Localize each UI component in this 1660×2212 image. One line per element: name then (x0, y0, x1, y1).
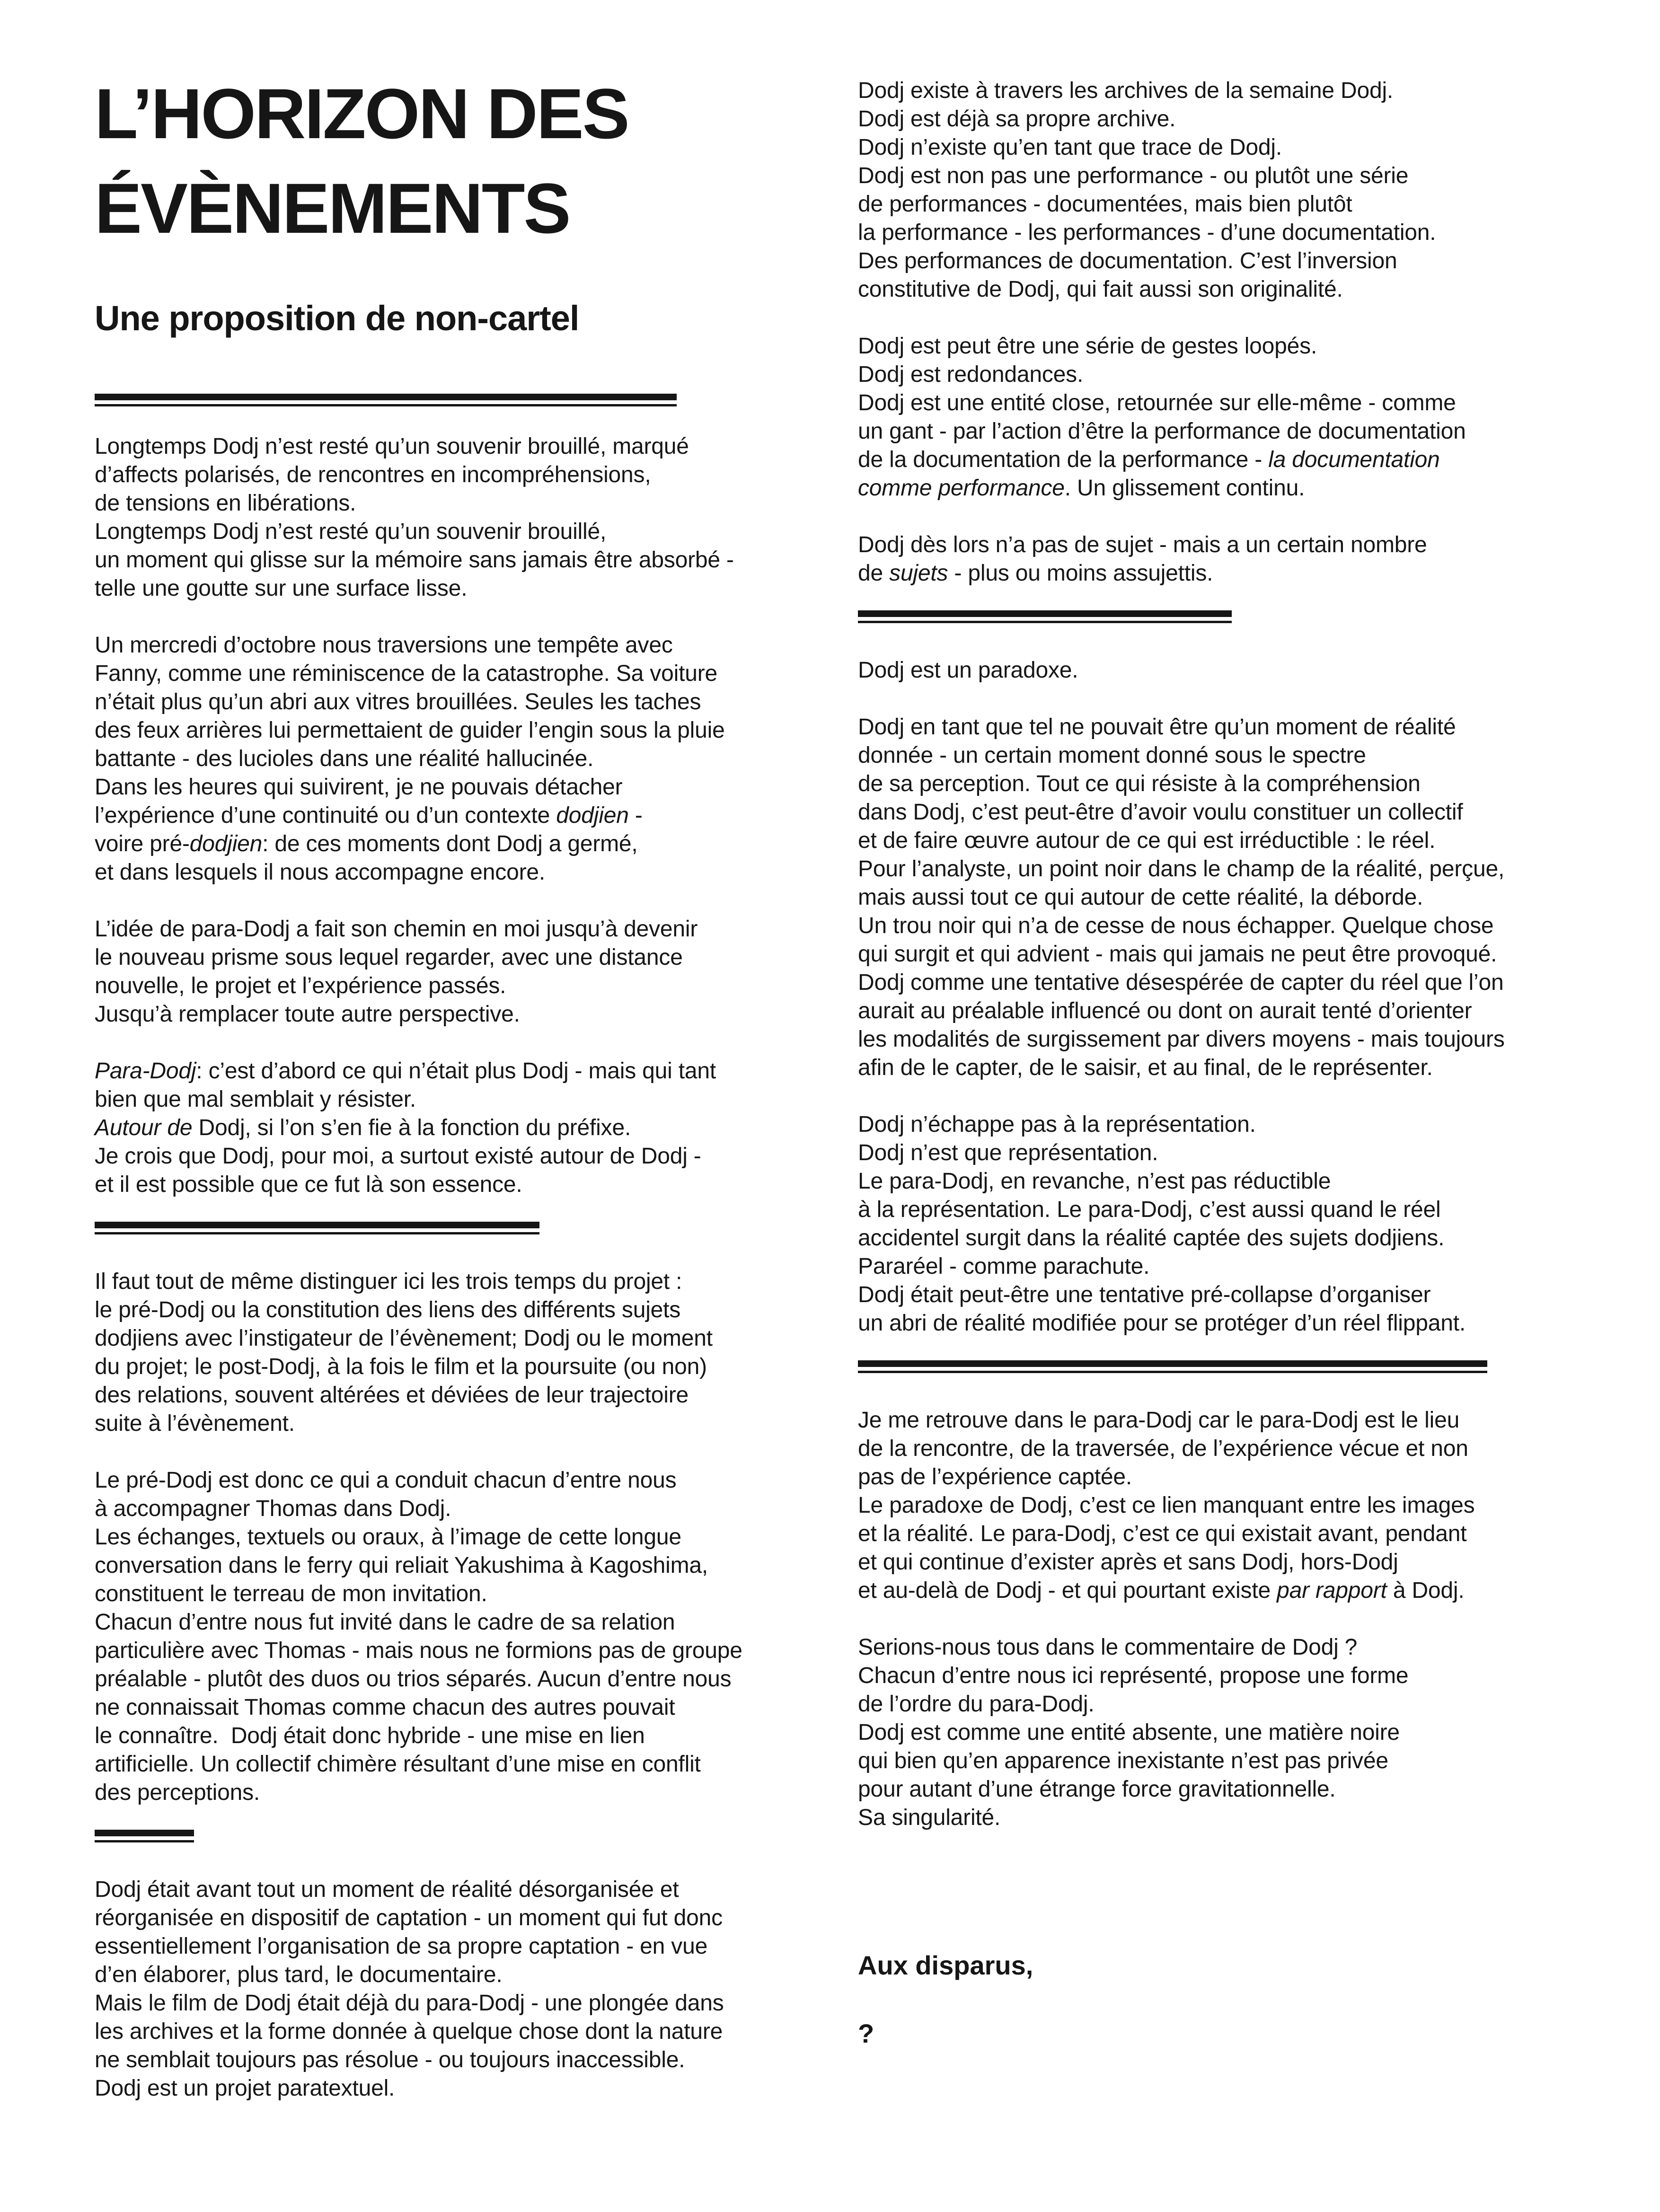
right-column-blocks (858, 77, 1551, 2049)
rule-thin-bar (858, 1371, 1487, 1373)
rule-thin-bar (95, 1232, 539, 1234)
italic-text: Para-Dodj (95, 1058, 196, 1084)
dedication-text: Aux disparus, (858, 1950, 1033, 1980)
paragraph: Dodj est peut être une série de gestes loopés. Dodj est redondances. Dodj est une entité close, retournée sur elle-même - comme un gant - par l’action d’être la performance de documentation de la documentation de la performance - la documentation comme performance. Un glissement continu. (858, 334, 1466, 501)
italic-text: sujets (889, 561, 948, 586)
rule-thin-bar (858, 621, 1232, 623)
rule-thick-bar (858, 1360, 1487, 1367)
paragraph: L’idée de para-Dodj a fait son chemin en moi jusqu’à devenir le nouveau prisme sous lequel regarder, avec une distance nouvelle, le projet et l’expérience passés. Jusqu’à remplacer toute autre perspective. (95, 917, 698, 1027)
rule-thin-bar (95, 1840, 194, 1842)
paragraph: Dodj existe à travers les archives de la semaine Dodj. Dodj est déjà sa propre archive. Dodj n’existe qu’en tant que trace de Dodj. Dodj est non pas une performance - ou plutôt une série de performances - documentées, mais bien plutôt la performance - les performances - d’une documentation. Des performances de documentation. C’est l’inversion constitutive de Dodj, qui fait aussi son originalité. (858, 78, 1436, 302)
paragraph: Dodj était avant tout un moment de réalité désorganisée et réorganisée en dispositif de captation - un moment qui fut donc essentiellement l’organisation de sa propre captation - en vue d’en élaborer, plus tard, le documentaire. Mais le film de Dodj était déjà du para-Dodj - une plongée dans les archives et la forme donnée à quelque chose dont la nature ne semblait toujours pas résolue - ou toujours inaccessible. Dodj est un projet paratextuel. (95, 1877, 724, 2101)
paragraph: Serions-nous tous dans le commentaire de Dodj ? Chacun d’entre nous ici représenté, propose une forme de l’ordre du para-Dodj. Dodj est comme une entité absente, une matière noire qui bien qu’en apparence inexistante n’est pas privée pour autant d’une étrange force gravitationnelle. Sa singularité. (858, 1635, 1409, 1830)
section-divider-rule (95, 1222, 539, 1234)
italic-text: comme performance (858, 476, 1065, 501)
italic-text: dodjien (556, 803, 629, 828)
paragraph: Le pré-Dodj est donc ce qui a conduit chacun d’entre nous à accompagner Thomas dans Dodj. Les échanges, textuels ou oraux, à l’image de cette longue conversation dans le ferry qui reliait Yakushima à Kagoshima, constituent le terreau de mon invitation. Chacun d’entre nous fut invité dans le cadre de sa relation particulière avec Thomas - mais nous ne formions pas de groupe préalable - plutôt des duos ou trios séparés. Aucun d’entre nous ne connaissait Thomas comme chacun des autres pouvait le connaître. Dodj était donc hybride - une mise en lien artificielle. Un collectif chimère résultant d’une mise en conflit des perceptions. (95, 1468, 742, 1805)
section-divider-rule (858, 610, 1232, 623)
paragraph: Dodj en tant que tel ne pouvait être qu’un moment de réalité donnée - un certain moment donné sous le spectre de sa perception. Tout ce qui résiste à la compréhension dans Dodj, c’est peut-être d’avoir voulu constituer un collectif et de faire œuvre autour de ce qui est irréductible : le réel. Pour l’analyste, un point noir dans le champ de la réalité, perçue, mais aussi tout ce qui autour de cette réalité, la déborde. Un trou noir qui n’a de cesse de nous échapper. Quelque chose qui surgit et qui advient - mais qui jamais ne peut être provoqué. Dodj comme une tentative désespérée de capter du réel que l’on aurait au préalable influencé ou dont on aurait tenté d’orienter les modalités de surgissement par divers moyens - mais toujours afin de le capter, de le saisir, et au final, de le représenter. (858, 714, 1505, 1080)
rule-thick-bar (95, 1222, 539, 1228)
right-column (858, 66, 1551, 2212)
paragraph: Longtemps Dodj n’est resté qu’un souvenir brouillé, marqué d’affects polarisés, de rencontres en incompréhensions, de tensions en libérations. Longtemps Dodj n’est resté qu’un souvenir brouillé, un moment qui glisse sur la mémoire sans jamais être absorbé - telle une goutte sur une surface lisse. (95, 434, 734, 601)
rule-thin-bar (95, 404, 677, 406)
rule-thick-bar (858, 610, 1232, 617)
paragraph: Dodj dès lors n’a pas de sujet - mais a un certain nombre de sujets - plus ou moins assujettis. (858, 532, 1427, 586)
italic-text: par rapport (1277, 1578, 1387, 1603)
paragraph: Para-Dodj: c’est d’abord ce qui n’était plus Dodj - mais qui tant bien que mal semblait y résister. Autour de Dodj, si l’on s’en fie à la fonction du préfixe. Je crois que Dodj, pour moi, a surtout existé autour de Dodj - et il est possible que ce fut là son essence. (95, 1058, 716, 1197)
page-subtitle: Une proposition de non-cartel (95, 299, 579, 338)
page-title: L’HORIZON DES ÉVÈNEMENTS (95, 74, 628, 248)
section-divider-rule (95, 1830, 194, 1842)
paragraph: Un mercredi d’octobre nous traversions une tempête avec Fanny, comme une réminiscence de la catastrophe. Sa voiture n’était plus qu’un abri aux vitres brouillées. Seules les taches des feux arrières lui permettaient de guider l’engin sous la pluie battante - des lucioles dans une réalité hallucinée. Dans les heures qui suivirent, je ne pouvais détacher l’expérience d’une continuité ou d’un contexte dodjien - voire pré-dodjien: de ces moments dont Dodj a germé, et dans lesquels il nous accompagne encore. (95, 633, 725, 885)
left-column-blocks (95, 394, 776, 2103)
dedication-text: ? (858, 2018, 874, 2048)
paragraph: Dodj n’échappe pas à la représentation. Dodj n’est que représentation. Le para-Dodj, en revanche, n’est pas réductible à la représentation. Le para-Dodj, c’est aussi quand le réel accidentel surgit dans la réalité captée des sujets dodjiens. Pararéel - comme parachute. Dodj était peut-être une tentative pré-collapse d’organiser un abri de réalité modifiée pour se protéger d’un réel flippant. (858, 1112, 1466, 1336)
rule-thick-bar (95, 1830, 194, 1836)
paragraph: Je me retrouve dans le para-Dodj car le para-Dodj est le lieu de la rencontre, de la traversée, de l’expérience vécue et non pas de l’expérience captée. Le paradoxe de Dodj, c’est ce lien manquant entre les images et la réalité. Le para-Dodj, c’est ce qui existait avant, pendant et qui continue d’exister après et sans Dodj, hors-Dodj et au-delà de Dodj - et qui pourtant existe par rapport à Dodj. (858, 1408, 1475, 1603)
italic-text: la documentation (1268, 447, 1440, 472)
section-divider-rule (858, 1360, 1487, 1373)
italic-text: dodjien (189, 831, 263, 856)
paragraph: Il faut tout de même distinguer ici les trois temps du projet : le pré-Dodj ou la constitution des liens des différents sujets dodjiens avec l’instigateur de l’évènement; Dodj ou le moment du projet; le post-Dodj, à la fois le film et la poursuite (ou non) des relations, souvent altérées et déviées de leur trajectoire suite à l’évènement. (95, 1269, 713, 1436)
italic-text: Autour de (95, 1115, 193, 1140)
paragraph: Dodj est un paradoxe. (858, 658, 1078, 683)
left-column (95, 66, 776, 2212)
rule-thick-bar (95, 394, 677, 400)
section-divider-rule (95, 394, 677, 406)
